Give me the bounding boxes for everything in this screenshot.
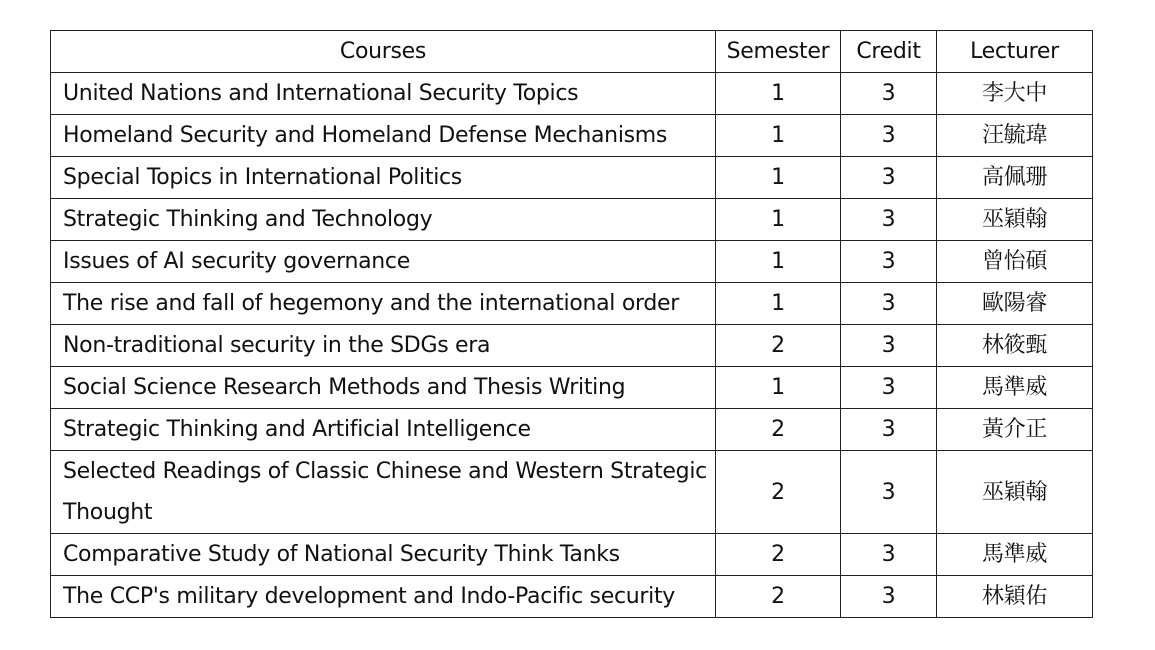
semester-cell: 2: [716, 325, 841, 367]
courses-header: Courses: [51, 31, 716, 73]
course-cell: The rise and fall of hegemony and the international order: [51, 283, 716, 325]
credit-cell: 3: [841, 534, 937, 576]
course-cell: Comparative Study of National Security Think Tanks: [51, 534, 716, 576]
lecturer-cell: 汪毓瑋: [937, 115, 1093, 157]
lecturer-cell: 李大中: [937, 73, 1093, 115]
semester-cell: 1: [716, 367, 841, 409]
course-cell: Homeland Security and Homeland Defense Mechanisms: [51, 115, 716, 157]
semester-cell: 1: [716, 241, 841, 283]
table-row: [51, 576, 1093, 618]
table-row: [51, 241, 1093, 283]
table-row: [51, 367, 1093, 409]
credit-cell: 3: [841, 325, 937, 367]
course-cell: Social Science Research Methods and Thesis Writing: [51, 367, 716, 409]
course-cell: The CCP's military development and Indo-Pacific security: [51, 576, 716, 618]
table-row: [51, 157, 1093, 199]
credit-cell: 3: [841, 576, 937, 618]
credit-cell: 3: [841, 157, 937, 199]
lecturer-cell: 歐陽睿: [937, 283, 1093, 325]
lecturer-cell: 巫穎翰: [937, 199, 1093, 241]
lecturer-cell: 曾怡碩: [937, 241, 1093, 283]
semester-cell: 2: [716, 409, 841, 451]
semester-cell: 1: [716, 157, 841, 199]
credit-cell: 3: [841, 73, 937, 115]
table-row: [51, 73, 1093, 115]
lecturer-header: Lecturer: [937, 31, 1093, 73]
table-row: [51, 325, 1093, 367]
lecturer-cell: 林筱甄: [937, 325, 1093, 367]
course-cell: Selected Readings of Classic Chinese and Western Strategic Thought: [51, 451, 716, 534]
semester-cell: 1: [716, 199, 841, 241]
credit-cell: 3: [841, 367, 937, 409]
course-cell: United Nations and International Security Topics: [51, 73, 716, 115]
header-row: [51, 31, 1093, 73]
course-cell: Non-traditional security in the SDGs era: [51, 325, 716, 367]
credit-cell: 3: [841, 283, 937, 325]
table-row: [51, 451, 1093, 534]
semester-cell: 2: [716, 451, 841, 534]
semester-cell: 2: [716, 576, 841, 618]
lecturer-cell: 巫穎翰: [937, 451, 1093, 534]
lecturer-cell: 高佩珊: [937, 157, 1093, 199]
semester-header: Semester: [716, 31, 841, 73]
lecturer-cell: 黃介正: [937, 409, 1093, 451]
semester-cell: 1: [716, 73, 841, 115]
table-row: [51, 115, 1093, 157]
table-row: [51, 409, 1093, 451]
credit-cell: 3: [841, 115, 937, 157]
table-row: [51, 283, 1093, 325]
course-cell: Strategic Thinking and Artificial Intelligence: [51, 409, 716, 451]
lecturer-cell: 林穎佑: [937, 576, 1093, 618]
course-cell: Issues of AI security governance: [51, 241, 716, 283]
course-cell: Strategic Thinking and Technology: [51, 199, 716, 241]
semester-cell: 1: [716, 283, 841, 325]
credit-cell: 3: [841, 409, 937, 451]
credit-cell: 3: [841, 451, 937, 534]
semester-cell: 1: [716, 115, 841, 157]
credit-cell: 3: [841, 199, 937, 241]
table-row: [51, 199, 1093, 241]
courses-table: [50, 30, 1093, 618]
course-cell: Special Topics in International Politics: [51, 157, 716, 199]
lecturer-cell: 馬準威: [937, 367, 1093, 409]
table-row: [51, 534, 1093, 576]
credit-header: Credit: [841, 31, 937, 73]
semester-cell: 2: [716, 534, 841, 576]
credit-cell: 3: [841, 241, 937, 283]
lecturer-cell: 馬準威: [937, 534, 1093, 576]
